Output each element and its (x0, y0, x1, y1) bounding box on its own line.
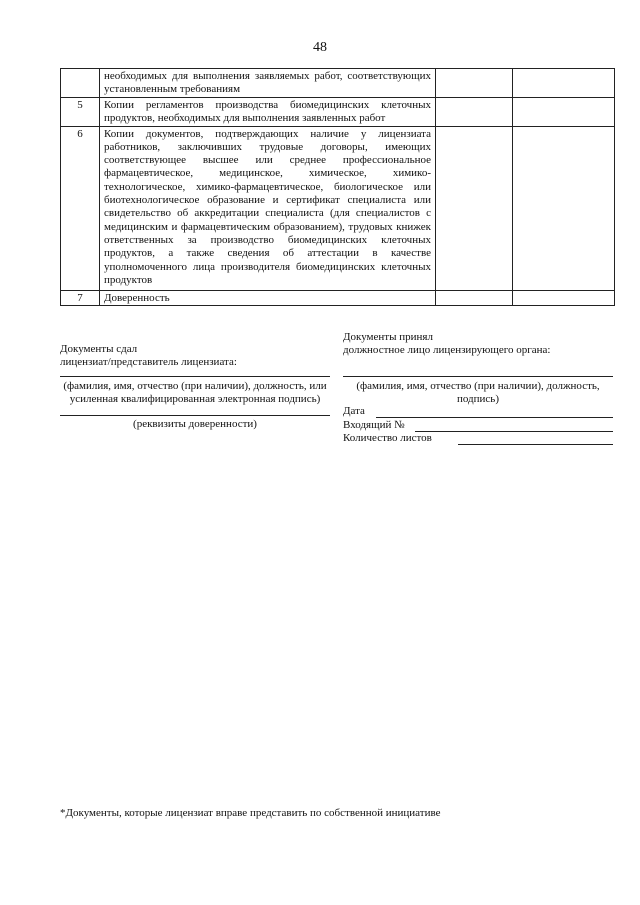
table-row (61, 126, 615, 290)
signature-line (60, 376, 330, 377)
table-row (61, 69, 615, 98)
accepted-title: Документы принял (343, 331, 433, 343)
documents-table (60, 68, 615, 306)
submitted-signature-caption: (фамилия, имя, отчество (при наличии), должность, или усиленная квалифицированная электронная подпись) (63, 380, 327, 405)
empty-cell (436, 290, 513, 305)
table-row (61, 98, 615, 127)
incoming-number-line (415, 431, 613, 432)
proxy-caption: (реквизиты доверенности) (133, 418, 257, 430)
empty-cell (436, 98, 513, 127)
empty-cell (513, 69, 615, 98)
proxy-line (60, 415, 330, 416)
footnote: *Документы, которые лицензиат вправе представить по собственной инициативе (60, 807, 441, 819)
empty-cell (436, 126, 513, 290)
row-description: Копии регламентов производства биомедицинских клеточных продуктов, необходимых для выполнения заявленных работ (100, 98, 436, 127)
signature-line (343, 376, 613, 377)
row-description: Копии документов, подтверждающих наличие у лицензиата работников, заключивших трудовые договоры, имеющих соответствующее высшее или среднее профессиональное фармацевтическое, медицинское, химическое, химико-технологическое, химико-фармацевтическое, биологическое или биотехнологическое образование и сертификат специалиста или свидетельство об аккредитации специалиста (для специалистов с медицинским и фармацевтическим образованием), трудовых книжек ответственных за производство биомедицинских клеточных продуктов, а также сведения об аттестации в качестве уполномоченного лица производителя биомедицинских клеточных продуктов (100, 126, 436, 290)
table-row (61, 290, 615, 305)
submitted-subtitle: лицензиат/представитель лицензиата: (60, 356, 237, 368)
empty-cell (513, 126, 615, 290)
sheets-count-line (458, 444, 613, 445)
submitted-title: Документы сдал (60, 343, 138, 355)
empty-cell (513, 98, 615, 127)
incoming-number-label: Входящий № (343, 419, 405, 431)
date-label: Дата (343, 405, 365, 417)
row-number: 7 (61, 290, 100, 305)
accepted-subtitle: должностное лицо лицензирующего органа: (343, 344, 551, 356)
row-number: 6 (61, 126, 100, 290)
empty-cell (513, 290, 615, 305)
page-number: 48 (313, 40, 327, 55)
empty-cell (436, 69, 513, 98)
row-description: Доверенность (100, 290, 436, 305)
row-number: 5 (61, 98, 100, 127)
row-number (61, 69, 100, 98)
sheets-count-label: Количество листов (343, 432, 432, 444)
row-description: необходимых для выполнения заявляемых работ, соответствующих установленным требованиям (100, 69, 436, 98)
accepted-signature-caption: (фамилия, имя, отчество (при наличии), должность, подпись) (356, 380, 600, 405)
date-line (376, 417, 613, 418)
